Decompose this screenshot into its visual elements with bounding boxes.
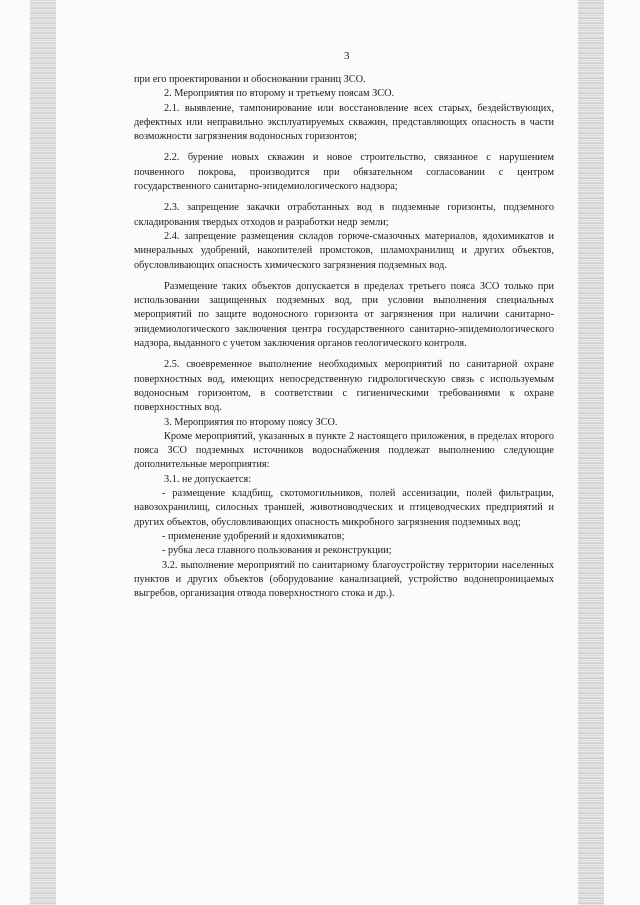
list-item: - размещение кладбищ, скотомогильников, полей ассенизации, полей фильтрации, навозохранилищ, силосных траншей, животноводческих и птицеводческих предприятий и других объектов, обусловливающих опасность микробного загрязнения подземных вод;	[134, 488, 554, 528]
section-heading: 2. Мероприятия по второму и третьему поясам ЗСО.	[164, 88, 395, 100]
scan-right-edge	[578, 0, 604, 905]
paragraph: Размещение таких объектов допускается в пределах третьего пояса ЗСО только при использовании защищенных подземных вод, при условии выполнения специальных мероприятий по защите водоносного горизонта от загрязнения при наличии санитарно-эпидемиологического заключения центра государственного санитарно-эпидемиологического надзора, выданного с учетом заключения органов геологического контроля.	[134, 280, 554, 350]
paragraph: Кроме мероприятий, указанных в пункте 2 настоящего приложения, в пределах второго пояса ЗСО подземных источников водоснабжения подлежат выполнению следующие дополнительные мероприятия:	[134, 430, 554, 471]
paragraph: 2.5. своевременное выполнение необходимых мероприятий по санитарной охране поверхностных вод, имеющих непосредственную гидрологическую связь с используемым водоносным горизонтом, в соответствии с гигиеническими требованиями к охране поверхностных вод.	[134, 359, 554, 414]
paragraph: 2.1. выявление, тампонирование или восстановление всех старых, бездействующих, дефектных или неправильно эксплуатируемых скважин, представляющих опасность в части возможности загрязнения водоносных горизонтов;	[134, 102, 554, 143]
page-number: 3	[344, 50, 350, 62]
paragraph: 2.3. запрещение закачки отработанных вод в подземные горизонты, подземного складирования твердых отходов и разработки недр земли;	[134, 202, 554, 228]
paragraph: 3.1. не допускается:	[164, 473, 252, 485]
paragraph: при его проектировании и обосновании границ ЗСО.	[134, 74, 366, 85]
paragraph: 2.2. бурение новых скважин и новое строительство, связанное с нарушением почвенного покрова, производится при обязательном согласовании с центром государственного санитарно-эпидемиологического надзора;	[134, 152, 554, 193]
document-body	[134, 73, 554, 601]
list-item: - применение удобрений и ядохимикатов;	[162, 530, 345, 542]
scan-left-edge	[30, 0, 56, 905]
paragraph: 3.2. выполнение мероприятий по санитарному благоустройству территории населенных пунктов и других объектов (оборудование канализацией, устройство водонепроницаемых выгребов, организация отвода поверхностного стока и др.).	[134, 559, 554, 600]
list-item: - рубка леса главного пользования и реконструкции;	[162, 545, 392, 557]
section-heading: 3. Мероприятия по второму поясу ЗСО.	[164, 416, 338, 428]
paragraph: 2.4. запрещение размещения складов горюче-смазочных материалов, ядохимикатов и минеральных удобрений, накопителей промстоков, шламохранилищ и других объектов, обусловливающих опасность химического загрязнения подземных вод.	[134, 230, 554, 271]
